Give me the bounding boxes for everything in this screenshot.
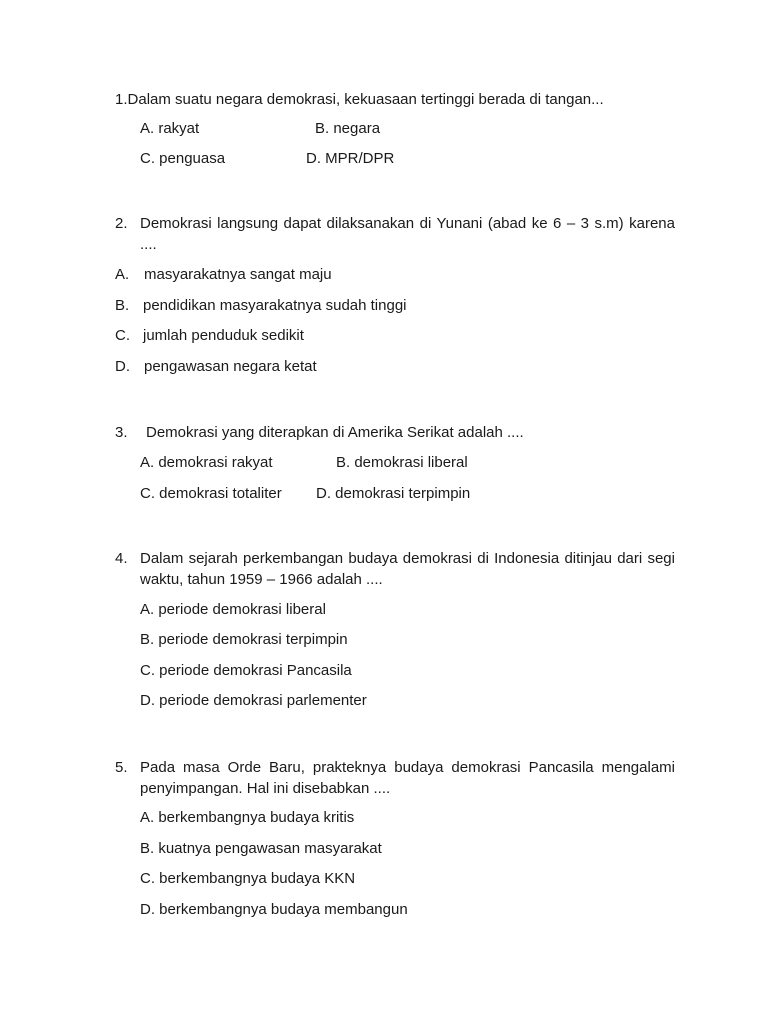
option-d: D. MPR/DPR bbox=[306, 150, 395, 167]
option-c: jumlah penduduk sedikit bbox=[143, 327, 304, 344]
question-text: Demokrasi langsung dapat dilaksanakan di Yunani (abad ke 6 – 3 s.m) karena .... bbox=[140, 215, 675, 253]
question-text: Demokrasi yang diterapkan di Amerika Serikat adalah .... bbox=[146, 424, 524, 441]
option-d: pengawasan negara ketat bbox=[144, 358, 317, 375]
option-a: A. periode demokrasi liberal bbox=[140, 601, 326, 618]
option-letter-b: B. bbox=[115, 297, 130, 314]
question-3 bbox=[115, 422, 675, 443]
option-b: B. kuatnya pengawasan masyarakat bbox=[140, 840, 382, 857]
option-a: A. berkembangnya budaya kritis bbox=[140, 809, 355, 826]
option-c: C. penguasa bbox=[140, 150, 226, 167]
option-c: C. berkembangnya budaya KKN bbox=[140, 870, 356, 887]
question-text: Pada masa Orde Baru, prakteknya budaya demokrasi Pancasila mengalami penyimpangan. Hal ini disebabkan .... bbox=[140, 759, 675, 797]
question-4 bbox=[115, 548, 675, 590]
question-2 bbox=[115, 213, 675, 255]
option-d: D. periode demokrasi parlementer bbox=[140, 692, 367, 709]
option-c: C. periode demokrasi Pancasila bbox=[140, 662, 352, 679]
question-5 bbox=[115, 757, 675, 799]
option-b: B. periode demokrasi terpimpin bbox=[140, 631, 348, 648]
option-a: A. rakyat bbox=[140, 120, 200, 137]
question-number: 2. bbox=[115, 215, 128, 232]
option-c: C. demokrasi totaliter bbox=[140, 485, 282, 502]
option-b: pendidikan masyarakatnya sudah tinggi bbox=[143, 297, 407, 314]
option-d: D. demokrasi terpimpin bbox=[316, 485, 471, 502]
option-letter-d: D. bbox=[115, 358, 130, 375]
option-b: B. demokrasi liberal bbox=[336, 454, 468, 471]
option-d: D. berkembangnya budaya membangun bbox=[140, 901, 408, 918]
option-a: masyarakatnya sangat maju bbox=[144, 266, 332, 283]
option-letter-c: C. bbox=[115, 327, 130, 344]
question-number: 5. bbox=[115, 759, 128, 776]
option-b: B. negara bbox=[315, 120, 381, 137]
question-number: 4. bbox=[115, 550, 128, 567]
question-number: 1. bbox=[115, 91, 128, 108]
option-a: A. demokrasi rakyat bbox=[140, 454, 273, 471]
question-text: Dalam sejarah perkembangan budaya demokrasi di Indonesia ditinjau dari segi waktu, tahun 1959 – 1966 adalah .... bbox=[140, 550, 675, 588]
option-letter-a: A. bbox=[115, 266, 130, 283]
question-number: 3. bbox=[115, 424, 128, 441]
question-text: Dalam suatu negara demokrasi, kekuasaan tertinggi berada di tangan... bbox=[127, 91, 604, 108]
question-1 bbox=[115, 89, 675, 110]
